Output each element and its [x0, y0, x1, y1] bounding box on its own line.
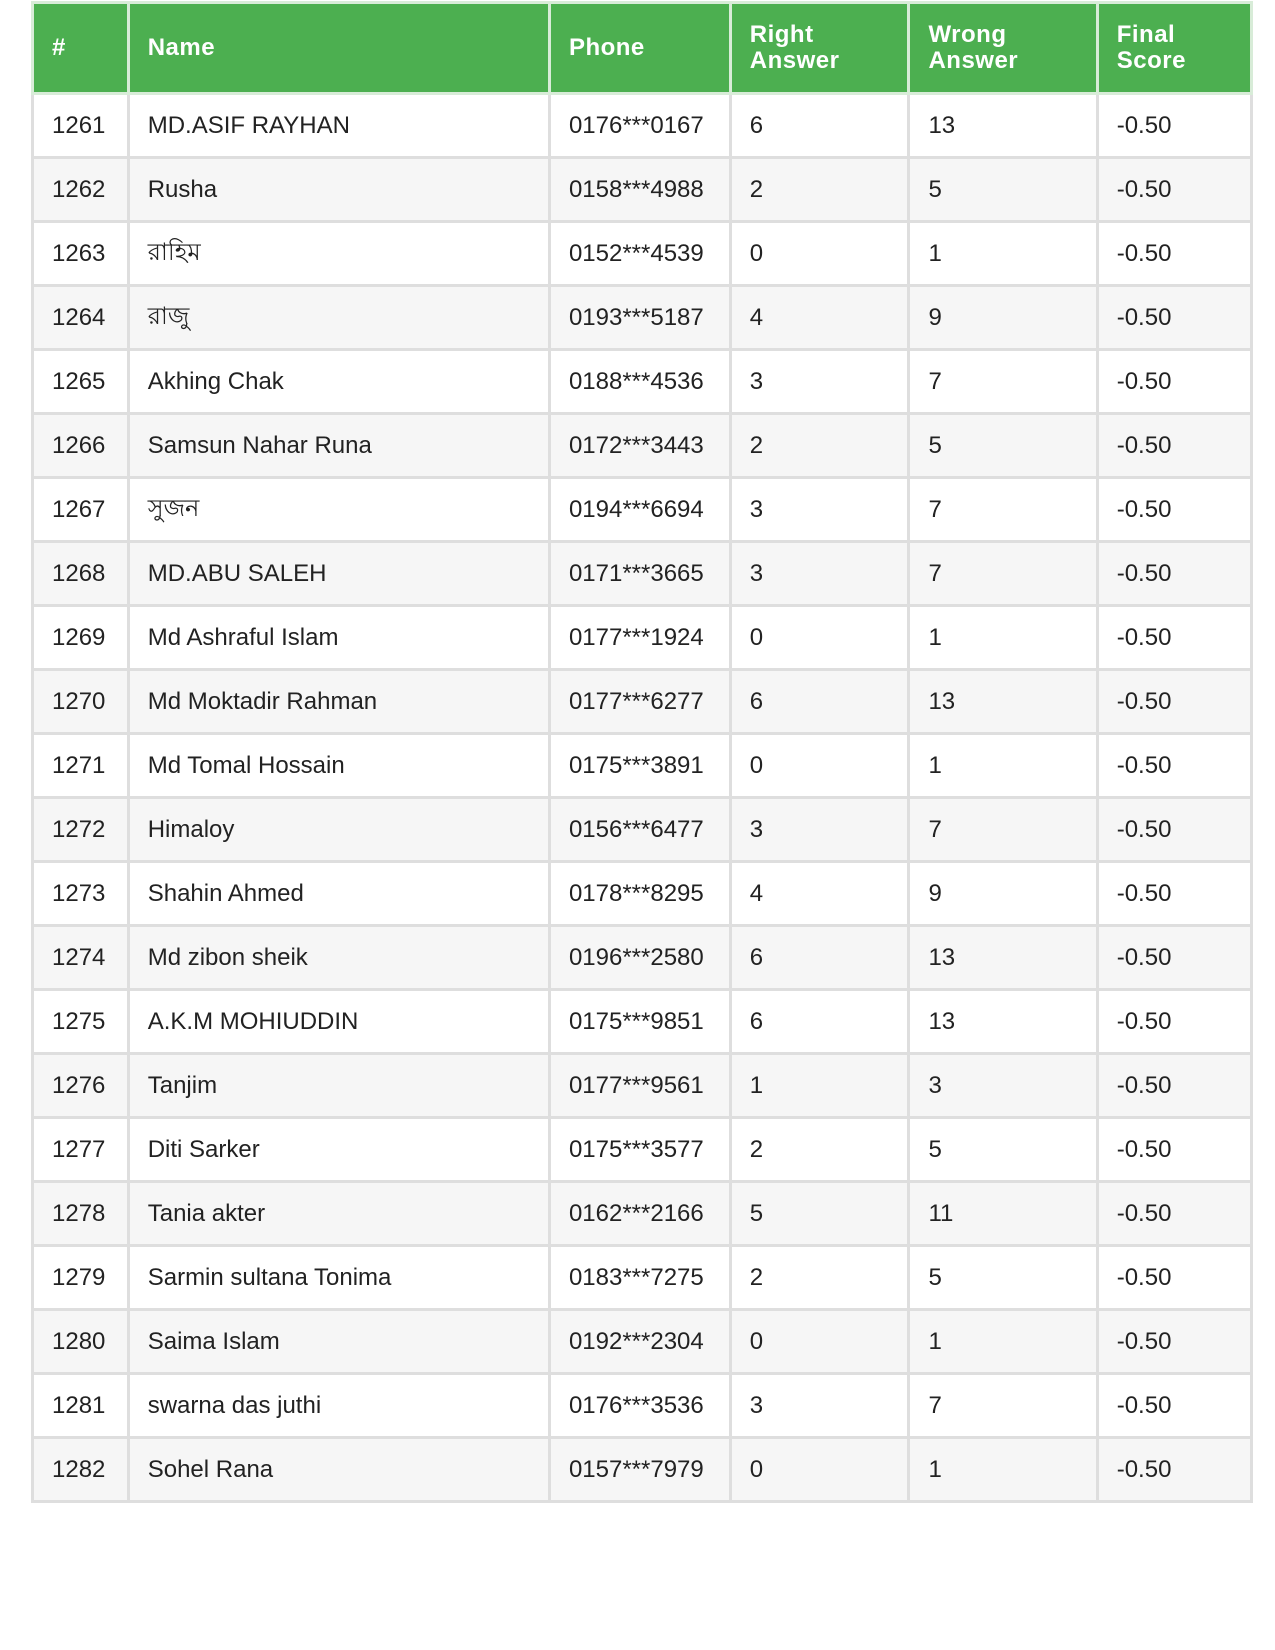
cell-rank: 1277 — [33, 1118, 129, 1182]
column-header-final-score: Final Score — [1097, 3, 1251, 94]
table-row — [33, 1374, 1252, 1438]
table-header — [33, 3, 1252, 94]
cell-rank: 1265 — [33, 350, 129, 414]
column-header-right-answer: Right Answer — [730, 3, 909, 94]
cell-final-score: -0.50 — [1097, 670, 1251, 734]
table-row — [33, 286, 1252, 350]
cell-final-score: -0.50 — [1097, 862, 1251, 926]
table-body — [33, 94, 1252, 1502]
cell-rank: 1268 — [33, 542, 129, 606]
cell-final-score: -0.50 — [1097, 1182, 1251, 1246]
table-row — [33, 222, 1252, 286]
column-header-wrong-answer: Wrong Answer — [909, 3, 1097, 94]
cell-final-score: -0.50 — [1097, 350, 1251, 414]
table-row — [33, 350, 1252, 414]
cell-wrong-answer: 11 — [909, 1182, 1097, 1246]
cell-rank: 1274 — [33, 926, 129, 990]
cell-wrong-answer: 3 — [909, 1054, 1097, 1118]
cell-rank: 1275 — [33, 990, 129, 1054]
cell-rank: 1276 — [33, 1054, 129, 1118]
cell-phone: 0162***2166 — [549, 1182, 730, 1246]
table-row — [33, 1310, 1252, 1374]
cell-right-answer: 5 — [730, 1182, 909, 1246]
table-row — [33, 734, 1252, 798]
cell-right-answer: 0 — [730, 734, 909, 798]
cell-rank: 1271 — [33, 734, 129, 798]
cell-name: MD.ASIF RAYHAN — [128, 94, 549, 158]
cell-rank: 1270 — [33, 670, 129, 734]
cell-wrong-answer: 7 — [909, 542, 1097, 606]
cell-wrong-answer: 1 — [909, 734, 1097, 798]
table-row — [33, 1182, 1252, 1246]
cell-phone: 0152***4539 — [549, 222, 730, 286]
cell-name: Tanjim — [128, 1054, 549, 1118]
cell-right-answer: 3 — [730, 1374, 909, 1438]
cell-right-answer: 6 — [730, 670, 909, 734]
cell-name: Md Ashraful Islam — [128, 606, 549, 670]
cell-name: রাজু — [128, 286, 549, 350]
cell-phone: 0176***0167 — [549, 94, 730, 158]
cell-phone: 0175***9851 — [549, 990, 730, 1054]
table-row — [33, 478, 1252, 542]
cell-phone: 0178***8295 — [549, 862, 730, 926]
table-row — [33, 670, 1252, 734]
table-row — [33, 1054, 1252, 1118]
cell-final-score: -0.50 — [1097, 94, 1251, 158]
cell-name: Tania akter — [128, 1182, 549, 1246]
cell-right-answer: 2 — [730, 414, 909, 478]
cell-name: Samsun Nahar Runa — [128, 414, 549, 478]
table-row — [33, 158, 1252, 222]
cell-rank: 1280 — [33, 1310, 129, 1374]
cell-final-score: -0.50 — [1097, 1118, 1251, 1182]
cell-wrong-answer: 5 — [909, 1118, 1097, 1182]
cell-right-answer: 3 — [730, 798, 909, 862]
cell-phone: 0177***9561 — [549, 1054, 730, 1118]
cell-right-answer: 6 — [730, 990, 909, 1054]
cell-wrong-answer: 9 — [909, 862, 1097, 926]
cell-rank: 1281 — [33, 1374, 129, 1438]
cell-wrong-answer: 7 — [909, 478, 1097, 542]
column-header-phone: Phone — [549, 3, 730, 94]
cell-final-score: -0.50 — [1097, 1310, 1251, 1374]
cell-rank: 1282 — [33, 1438, 129, 1502]
cell-wrong-answer: 13 — [909, 926, 1097, 990]
cell-name: Sohel Rana — [128, 1438, 549, 1502]
cell-rank: 1263 — [33, 222, 129, 286]
cell-phone: 0171***3665 — [549, 542, 730, 606]
cell-right-answer: 6 — [730, 926, 909, 990]
cell-phone: 0158***4988 — [549, 158, 730, 222]
cell-right-answer: 0 — [730, 606, 909, 670]
cell-wrong-answer: 13 — [909, 94, 1097, 158]
cell-rank: 1266 — [33, 414, 129, 478]
table-row — [33, 1246, 1252, 1310]
cell-wrong-answer: 1 — [909, 606, 1097, 670]
cell-rank: 1273 — [33, 862, 129, 926]
cell-wrong-answer: 9 — [909, 286, 1097, 350]
cell-name: রাহিম — [128, 222, 549, 286]
table-row — [33, 798, 1252, 862]
cell-rank: 1267 — [33, 478, 129, 542]
cell-phone: 0172***3443 — [549, 414, 730, 478]
cell-right-answer: 2 — [730, 1118, 909, 1182]
cell-wrong-answer: 1 — [909, 1310, 1097, 1374]
cell-wrong-answer: 5 — [909, 414, 1097, 478]
cell-right-answer: 4 — [730, 862, 909, 926]
cell-wrong-answer: 13 — [909, 670, 1097, 734]
cell-name: Md Tomal Hossain — [128, 734, 549, 798]
header-row — [33, 3, 1252, 94]
cell-wrong-answer: 5 — [909, 1246, 1097, 1310]
cell-name: MD.ABU SALEH — [128, 542, 549, 606]
cell-rank: 1279 — [33, 1246, 129, 1310]
cell-final-score: -0.50 — [1097, 1246, 1251, 1310]
cell-name: সুজন — [128, 478, 549, 542]
cell-final-score: -0.50 — [1097, 990, 1251, 1054]
column-header-rank: # — [33, 3, 129, 94]
cell-rank: 1272 — [33, 798, 129, 862]
cell-final-score: -0.50 — [1097, 734, 1251, 798]
cell-wrong-answer: 13 — [909, 990, 1097, 1054]
cell-right-answer: 0 — [730, 1310, 909, 1374]
cell-name: Akhing Chak — [128, 350, 549, 414]
cell-final-score: -0.50 — [1097, 926, 1251, 990]
cell-phone: 0177***6277 — [549, 670, 730, 734]
cell-right-answer: 3 — [730, 478, 909, 542]
cell-rank: 1269 — [33, 606, 129, 670]
cell-phone: 0193***5187 — [549, 286, 730, 350]
table-row — [33, 414, 1252, 478]
cell-right-answer: 2 — [730, 158, 909, 222]
table-row — [33, 1438, 1252, 1502]
cell-final-score: -0.50 — [1097, 1438, 1251, 1502]
cell-wrong-answer: 7 — [909, 1374, 1097, 1438]
cell-phone: 0156***6477 — [549, 798, 730, 862]
cell-phone: 0157***7979 — [549, 1438, 730, 1502]
cell-right-answer: 1 — [730, 1054, 909, 1118]
cell-final-score: -0.50 — [1097, 478, 1251, 542]
cell-name: swarna das juthi — [128, 1374, 549, 1438]
table-row — [33, 990, 1252, 1054]
cell-phone: 0177***1924 — [549, 606, 730, 670]
cell-wrong-answer: 7 — [909, 798, 1097, 862]
cell-phone: 0176***3536 — [549, 1374, 730, 1438]
cell-right-answer: 4 — [730, 286, 909, 350]
cell-right-answer: 0 — [730, 222, 909, 286]
cell-name: Rusha — [128, 158, 549, 222]
cell-phone: 0192***2304 — [549, 1310, 730, 1374]
cell-final-score: -0.50 — [1097, 286, 1251, 350]
cell-name: Md Moktadir Rahman — [128, 670, 549, 734]
cell-final-score: -0.50 — [1097, 1374, 1251, 1438]
table-row — [33, 1118, 1252, 1182]
cell-name: Shahin Ahmed — [128, 862, 549, 926]
cell-name: Saima Islam — [128, 1310, 549, 1374]
cell-wrong-answer: 1 — [909, 222, 1097, 286]
cell-wrong-answer: 5 — [909, 158, 1097, 222]
results-table — [31, 1, 1253, 1503]
cell-name: Diti Sarker — [128, 1118, 549, 1182]
cell-final-score: -0.50 — [1097, 798, 1251, 862]
cell-name: Sarmin sultana Tonima — [128, 1246, 549, 1310]
cell-rank: 1264 — [33, 286, 129, 350]
cell-rank: 1261 — [33, 94, 129, 158]
cell-right-answer: 3 — [730, 350, 909, 414]
column-header-name: Name — [128, 3, 549, 94]
cell-wrong-answer: 7 — [909, 350, 1097, 414]
table-row — [33, 606, 1252, 670]
cell-wrong-answer: 1 — [909, 1438, 1097, 1502]
cell-name: A.K.M MOHIUDDIN — [128, 990, 549, 1054]
table-row — [33, 862, 1252, 926]
cell-phone: 0196***2580 — [549, 926, 730, 990]
table-row — [33, 94, 1252, 158]
cell-rank: 1278 — [33, 1182, 129, 1246]
cell-rank: 1262 — [33, 158, 129, 222]
cell-phone: 0175***3577 — [549, 1118, 730, 1182]
cell-phone: 0188***4536 — [549, 350, 730, 414]
cell-final-score: -0.50 — [1097, 158, 1251, 222]
cell-right-answer: 2 — [730, 1246, 909, 1310]
cell-phone: 0194***6694 — [549, 478, 730, 542]
cell-name: Himaloy — [128, 798, 549, 862]
cell-final-score: -0.50 — [1097, 222, 1251, 286]
cell-right-answer: 3 — [730, 542, 909, 606]
cell-right-answer: 6 — [730, 94, 909, 158]
cell-right-answer: 0 — [730, 1438, 909, 1502]
cell-name: Md zibon sheik — [128, 926, 549, 990]
cell-final-score: -0.50 — [1097, 414, 1251, 478]
cell-phone: 0175***3891 — [549, 734, 730, 798]
table-row — [33, 926, 1252, 990]
table-row — [33, 542, 1252, 606]
cell-phone: 0183***7275 — [549, 1246, 730, 1310]
cell-final-score: -0.50 — [1097, 606, 1251, 670]
cell-final-score: -0.50 — [1097, 542, 1251, 606]
cell-final-score: -0.50 — [1097, 1054, 1251, 1118]
